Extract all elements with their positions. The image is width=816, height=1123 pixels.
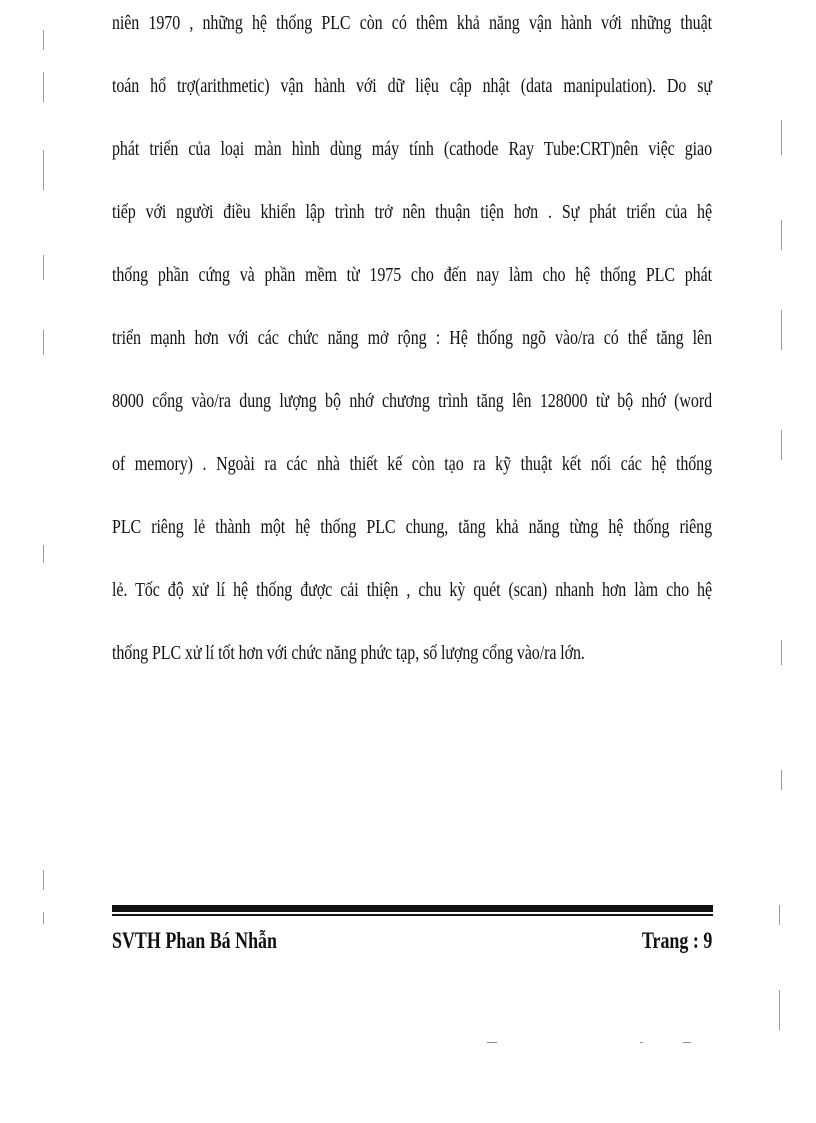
scan-artifact-left-8 <box>43 912 44 924</box>
paragraph-line: of memory) . Ngoài ra các nhà thiết kế còn tạo ra kỹ thuật kết nối các hệ thống <box>112 453 712 475</box>
scan-artifact-left-1 <box>43 30 44 50</box>
paragraph-line: toán hổ trợ(arithmetic) vận hành với dữ liệu cập nhật (data manipulation). Do sự <box>112 75 712 97</box>
body-paragraph <box>112 2 712 695</box>
scan-artifact-bottom-2 <box>683 1042 691 1043</box>
footer-author: SVTH Phan Bá Nhẫn <box>112 928 278 953</box>
paragraph-line: thống phần cứng và phần mềm từ 1975 cho đến nay làm cho hệ thống PLC phát <box>112 264 712 286</box>
paragraph-line: 8000 cổng vào/ra dung lượng bộ nhớ chương trình tăng lên 128000 từ bộ nhớ (word <box>112 390 712 412</box>
scan-artifact-right-8 <box>779 990 780 1030</box>
footer-divider-thick <box>112 905 713 912</box>
footer-page-number: Trang : 9 <box>641 928 712 953</box>
scan-artifact-right-4 <box>781 430 782 460</box>
scan-artifact-right-2 <box>781 220 782 250</box>
scan-artifact-bottom-1 <box>487 1042 497 1043</box>
paragraph-line: lẻ. Tốc độ xử lí hệ thống được cải thiện , chu kỳ quét (scan) nhanh hơn làm cho hệ <box>112 579 712 601</box>
scan-artifact-right-3 <box>781 310 782 350</box>
scan-artifact-left-7 <box>43 870 44 890</box>
scan-artifact-left-5 <box>43 330 44 355</box>
scan-artifact-left-2 <box>43 72 44 102</box>
paragraph-line: triển mạnh hơn với các chức năng mở rộng : Hệ thống ngõ vào/ra có thể tăng lên <box>112 327 712 349</box>
footer-divider <box>112 905 713 916</box>
paragraph-line: phát triển của loại màn hình dùng máy tính (cathode Ray Tube:CRT)nên việc giao <box>112 138 712 160</box>
paragraph-line: thống PLC xử lí tốt hơn với chức năng phức tạp, số lượng cổng vào/ra lớn. <box>112 642 585 664</box>
scan-artifact-right-5 <box>781 640 782 665</box>
scan-artifact-bottom-3 <box>640 1042 643 1043</box>
scan-artifact-left-6 <box>43 545 44 563</box>
paragraph-line: PLC riêng lẻ thành một hệ thống PLC chung, tăng khả năng từng hệ thống riêng <box>112 516 712 538</box>
scan-artifact-left-3 <box>43 150 44 190</box>
paragraph-line: niên 1970 , những hệ thống PLC còn có thêm khả năng vận hành với những thuật <box>112 12 712 34</box>
paragraph-line: tiếp với người điều khiển lập trình trở nên thuận tiện hơn . Sự phát triển của hệ <box>112 201 712 223</box>
footer-divider-thin <box>112 914 713 916</box>
scan-artifact-left-4 <box>43 255 44 280</box>
scan-artifact-right-1 <box>781 120 782 155</box>
scan-artifact-right-6 <box>781 770 782 790</box>
scan-artifact-right-7 <box>779 905 780 925</box>
